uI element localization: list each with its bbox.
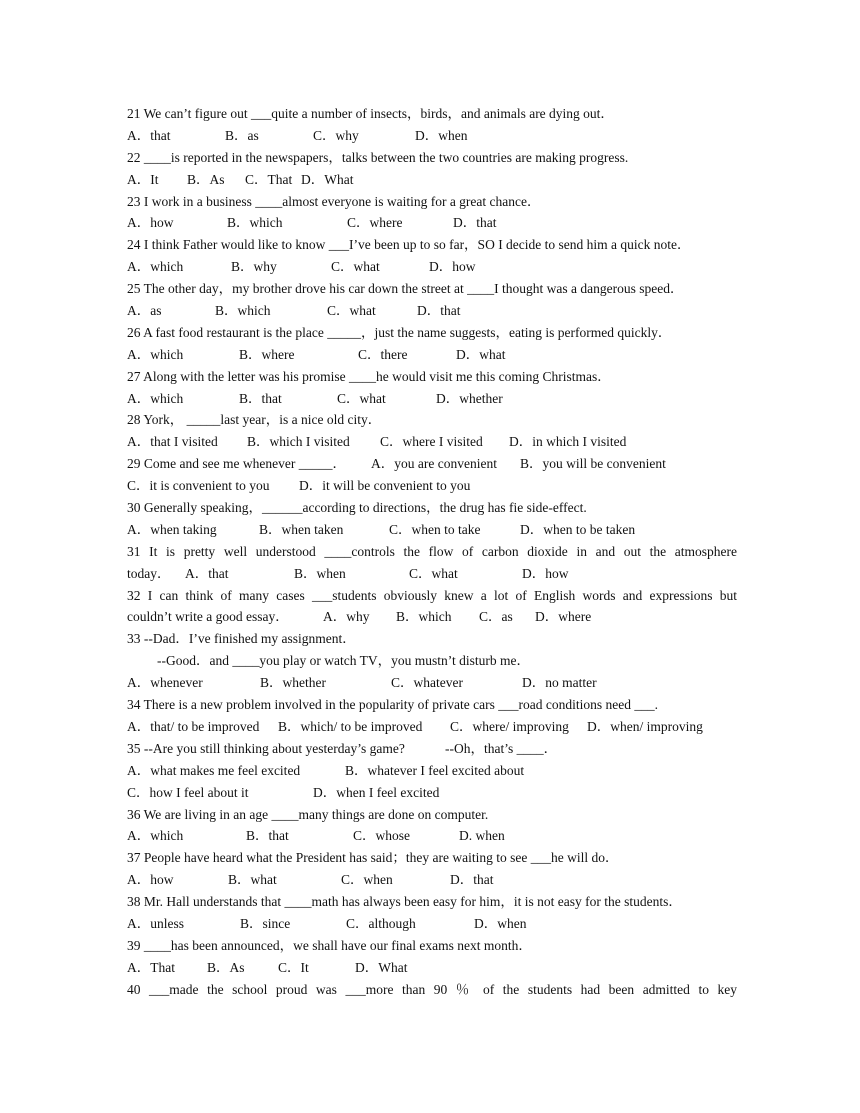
option-c: C．It <box>278 959 309 975</box>
question-28-stem: 28 York， _____last year，is a nice old city． <box>127 412 382 428</box>
option-c: C．when to take <box>389 521 481 537</box>
option-b: B．when <box>294 565 346 581</box>
question-22-options <box>127 169 737 191</box>
question-37-options <box>127 869 737 891</box>
option-c: C．when <box>341 872 393 888</box>
question-29-stem-line <box>127 453 737 475</box>
option-b: B．since <box>240 915 291 931</box>
option-b: B．which/ to be improved <box>278 718 423 734</box>
question-21-stem: 21 We can’t figure out ___quite a number of insects，birds，and animals are dying out． <box>127 106 614 121</box>
question-38-stem: 38 Mr. Hall understands that ____math has always been easy for him，it is not easy for the students． <box>127 894 682 910</box>
option-a: A．unless <box>127 915 184 931</box>
option-b: B．which <box>215 303 271 319</box>
option-d: D．what <box>456 346 506 362</box>
question-35-options-2 <box>127 782 737 804</box>
question-28-options <box>127 431 737 453</box>
option-a: A．That <box>127 959 175 975</box>
question-33-options <box>127 672 737 694</box>
option-a: A．that/ to be improved <box>127 718 260 734</box>
option-d: D．whether <box>436 390 503 406</box>
option-a: A．It <box>127 171 159 187</box>
option-a: A．that <box>127 127 171 143</box>
question-23-options <box>127 212 737 234</box>
option-b: B．whatever I feel excited about <box>345 762 525 778</box>
question-list <box>127 103 737 1001</box>
option-c: C．That <box>245 171 293 187</box>
option-b: B．where <box>239 346 295 362</box>
option-c: C．what <box>327 303 376 319</box>
question-25-stem: 25 The other day，my brother drove his car down the street at ____I thought was a dangerous speed． <box>127 281 684 297</box>
question-34-options <box>127 716 737 738</box>
option-c: C．how I feel about it <box>127 784 249 800</box>
option-a: A．how <box>127 872 174 888</box>
option-d: D．in which I visited <box>509 434 627 450</box>
question-38-options <box>127 913 737 935</box>
option-c: C．whatever <box>391 675 463 691</box>
question-30-stem: 30 Generally speaking，______according to directions，the drug has fie side-effect. <box>127 500 587 516</box>
option-a: A．that <box>185 565 229 581</box>
option-a: A．what makes me feel excited <box>127 762 301 778</box>
option-b: B．you will be convenient <box>520 456 666 472</box>
option-d: D．What <box>301 171 354 187</box>
option-b: B．which <box>396 609 452 625</box>
option-a: A．when taking <box>127 521 217 537</box>
question-27-stem: 27 Along with the letter was his promise ____he would visit me this coming Christmas． <box>127 368 611 384</box>
option-c: C．it is convenient to you <box>127 478 270 494</box>
option-c: C．what <box>409 565 458 581</box>
question-24-options <box>127 256 737 278</box>
option-d: D. when <box>459 828 505 844</box>
question-31-stem-line-1: 31 It is pretty well understood ____controls the flow of carbon dioxide in and out the atmosphere <box>127 543 737 559</box>
option-c: C．why <box>313 127 359 143</box>
question-25-options <box>127 300 737 322</box>
option-d: D．where <box>535 609 592 625</box>
option-a: A．as <box>127 303 162 319</box>
question-32-stem-end: couldn’t write a good essay． <box>127 609 289 625</box>
question-39-stem: 39 ____has been announced，we shall have our final exams next month． <box>127 937 532 953</box>
option-a: A．which <box>127 259 184 275</box>
option-c: C．whose <box>353 828 410 844</box>
option-a: A．that I visited <box>127 434 218 450</box>
question-33-stem-line-2: --Good．and ____you play or watch TV，you mustn’t disturb me． <box>157 653 530 669</box>
option-c: C．although <box>346 915 416 931</box>
option-a: A．why <box>323 609 370 625</box>
option-c: C．where <box>347 215 403 231</box>
option-c: C．as <box>479 609 513 625</box>
option-b: B．that <box>246 828 289 844</box>
question-35-options <box>127 760 737 782</box>
option-d: D．that <box>453 215 497 231</box>
option-c: C．what <box>331 259 380 275</box>
option-a: A．you are convenient <box>371 456 497 472</box>
question-40-stem: 40 ___made the school proud was ___more than 90 ％ of the students had been admitted to key <box>127 981 737 997</box>
option-a: A．which <box>127 346 184 362</box>
question-32-stem-line-2 <box>127 606 737 628</box>
question-37-stem: 37 People have heard what the President has said；they are waiting to see ___he will do． <box>127 850 619 866</box>
question-35-stem: 35 --Are you still thinking about yesterday’s game? <box>127 740 405 756</box>
question-22-stem: 22 ____is reported in the newspapers，talks between the two countries are making progress. <box>127 149 629 165</box>
option-d: D．when <box>415 127 468 143</box>
option-b: B．As <box>187 171 225 187</box>
option-d: D．when to be taken <box>520 521 636 537</box>
question-31-stem-line-2 <box>127 563 737 585</box>
question-33-stem-line-1: 33 --Dad．I’ve finished my assignment． <box>127 631 356 647</box>
option-d: D．how <box>522 565 569 581</box>
option-d: D．that <box>450 872 494 888</box>
option-d: D．when <box>474 915 527 931</box>
question-21-options <box>127 125 737 147</box>
question-36-stem: 36 We are living in an age ____many things are done on computer. <box>127 806 489 822</box>
option-d: D．it will be convenient to you <box>299 478 471 494</box>
option-b: B．that <box>239 390 282 406</box>
question-34-stem: 34 There is a new problem involved in the popularity of private cars ___road conditions need ___. <box>127 697 658 713</box>
option-d: D．What <box>355 959 408 975</box>
question-32-stem-line-1: 32 I can think of many cases ___students obviously knew a lot of English words and expressions but <box>127 587 737 603</box>
question-23-stem: 23 I work in a business ____almost everyone is waiting for a great chance． <box>127 193 541 209</box>
question-39-options <box>127 957 737 979</box>
option-b: B．as <box>225 127 259 143</box>
option-d: D．no matter <box>522 675 597 691</box>
option-c: C．there <box>358 346 408 362</box>
question-30-options <box>127 519 737 541</box>
question-36-options <box>127 825 737 847</box>
option-b: B．As <box>207 959 245 975</box>
question-29-stem: 29 Come and see me whenever _____． <box>127 456 346 472</box>
option-d: D．how <box>429 259 476 275</box>
option-a: A．whenever <box>127 675 203 691</box>
question-26-options <box>127 344 737 366</box>
option-b: B．which I visited <box>247 434 350 450</box>
question-35-stem-line <box>127 738 737 760</box>
option-d: D．when/ improving <box>587 718 703 734</box>
option-a: A．which <box>127 390 184 406</box>
option-b: B．when taken <box>259 521 344 537</box>
option-b: B．what <box>228 872 277 888</box>
option-a: A．how <box>127 215 174 231</box>
question-24-stem: 24 I think Father would like to know ___I’ve been up to so far，SO I decide to send him a quick note． <box>127 237 691 253</box>
question-35-reply: --Oh，that’s ____． <box>445 740 558 756</box>
option-c: C．where/ improving <box>450 718 569 734</box>
option-b: B．which <box>227 215 283 231</box>
option-a: A．which <box>127 828 184 844</box>
option-c: C．what <box>337 390 386 406</box>
option-d: D．that <box>417 303 461 319</box>
question-31-stem-end: today． <box>127 565 171 581</box>
question-26-stem: 26 A fast food restaurant is the place _____，just the name suggests，eating is performed quickly． <box>127 324 672 340</box>
option-c: C．where I visited <box>380 434 483 450</box>
option-b: B．why <box>231 259 277 275</box>
question-29-options <box>127 475 737 497</box>
option-b: B．whether <box>260 675 326 691</box>
question-27-options <box>127 388 737 410</box>
option-d: D．when I feel excited <box>313 784 440 800</box>
